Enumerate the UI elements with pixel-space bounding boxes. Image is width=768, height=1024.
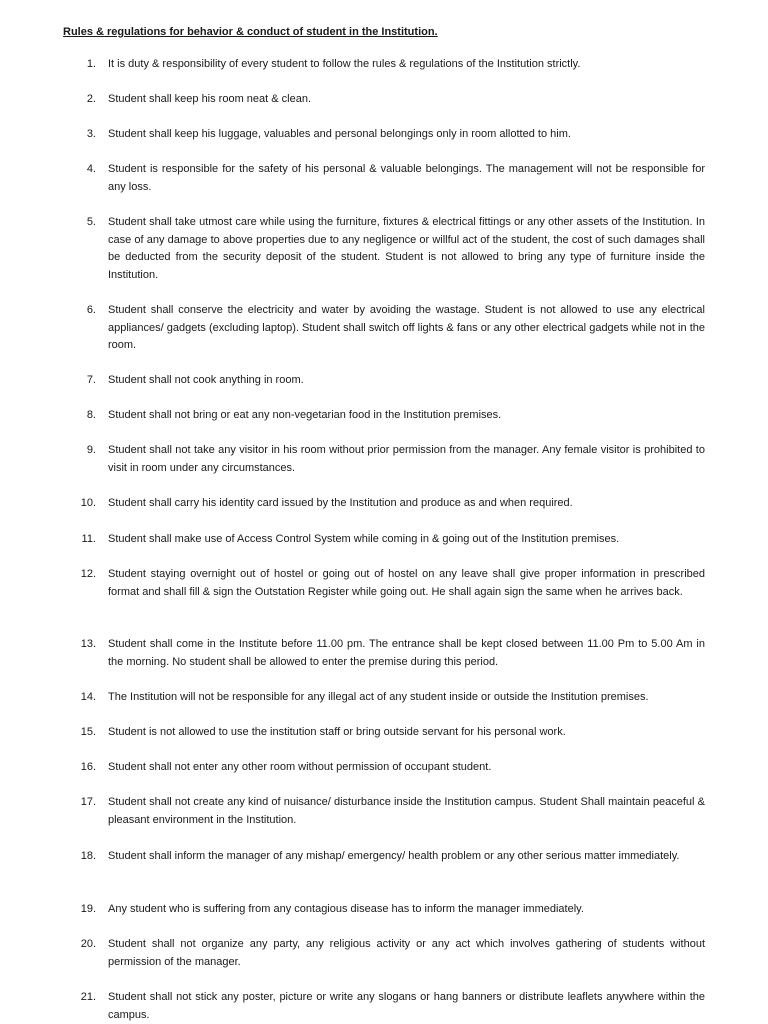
list-item-number: 11. xyxy=(81,533,96,545)
list-item-number: 13. xyxy=(80,638,96,650)
list-item-number: 9. xyxy=(86,444,96,456)
list-item-text: Student shall not take any visitor in his room without prior permission from the manager. Any female visitor is prohibited to visit in room under any circumstances. xyxy=(108,444,705,474)
list-item-number: 15. xyxy=(80,726,96,738)
list-item-text: Student shall not cook anything in room. xyxy=(108,374,304,386)
list-item-number: 3. xyxy=(86,128,96,140)
list-item-number: 21. xyxy=(80,991,96,1003)
list-item-number: 6. xyxy=(86,304,96,316)
list-item-number: 19. xyxy=(80,903,96,915)
list-item-text: Student staying overnight out of hostel or going out of hostel on any leave shall give proper information in prescribed format and shall fill & sign the Outstation Register while going out. He shall again sign the same when he arrives back. xyxy=(108,568,705,598)
list-item-number: 16. xyxy=(80,761,96,773)
list-item-text: Student shall keep his room neat & clean. xyxy=(108,93,312,105)
page-title: Rules & regulations for behavior & conduct of student in the Institution. xyxy=(63,26,438,38)
list-item-number: 7. xyxy=(86,374,96,386)
list-item-number: 4. xyxy=(86,163,96,175)
list-item-number: 18. xyxy=(80,850,96,862)
list-item-number: 20. xyxy=(80,938,96,950)
list-item-text: Student shall carry his identity card issued by the Institution and produce as and when required. xyxy=(108,497,573,509)
list-item-text: Student shall come in the Institute before 11.00 pm. The entrance shall be kept closed between 11.00 Pm to 5.00 Am in the morning. No student shall be allowed to enter the premise during this period. xyxy=(108,638,705,668)
list-item-text: Student shall not organize any party, any religious activity or any act which involves gathering of students without permission of the manager. xyxy=(108,938,705,968)
list-item-text: The Institution will not be responsible for any illegal act of any student inside or outside the Institution premises. xyxy=(108,691,649,703)
list-item-text: Student shall not create any kind of nuisance/ disturbance inside the Institution campus. Student Shall maintain peaceful & pleasant environment in the Institution. xyxy=(108,796,705,826)
list-item-text: Student shall not bring or eat any non-vegetarian food in the Institution premises. xyxy=(108,409,502,421)
list-item-text: Student shall keep his luggage, valuables and personal belongings only in room allotted to him. xyxy=(108,128,571,140)
list-item-number: 2. xyxy=(86,93,96,105)
list-item-text: Student shall inform the manager of any mishap/ emergency/ health problem or any other serious matter immediately. xyxy=(108,850,680,862)
list-item-text: Student is not allowed to use the institution staff or bring outside servant for his personal work. xyxy=(108,726,566,738)
list-item-number: 1. xyxy=(86,58,96,70)
list-item-text: Student shall take utmost care while using the furniture, fixtures & electrical fittings or any other assets of the Institution. In case of any damage to above properties due to any negligence or willful act of the student, the cost of such damages shall be deducted from the security deposit of the student. Student is not allowed to bring any type of furniture inside the Institution. xyxy=(108,216,705,281)
list-item-text: It is duty & responsibility of every student to follow the rules & regulations of the Institution strictly. xyxy=(108,58,581,70)
list-item-text: Any student who is suffering from any contagious disease has to inform the manager immediately. xyxy=(108,903,584,915)
list-item-number: 14. xyxy=(80,691,96,703)
list-item-text: Student shall conserve the electricity and water by avoiding the wastage. Student is not allowed to use any electrical appliances/ gadgets (excluding laptop). Student shall switch off lights & fans or any other electrical gadgets while not in the room. xyxy=(108,304,705,351)
list-item-number: 12. xyxy=(80,568,96,580)
list-item-text: Student is responsible for the safety of his personal & valuable belongings. The management will not be responsible for any loss. xyxy=(108,163,705,193)
list-item-text: Student shall not enter any other room without permission of occupant student. xyxy=(108,761,492,773)
list-item-number: 10. xyxy=(80,497,96,509)
list-item-number: 8. xyxy=(86,409,96,421)
list-item-text: Student shall not stick any poster, picture or write any slogans or hang banners or distribute leaflets anywhere within the campus. xyxy=(108,991,705,1021)
list-item-text: Student shall make use of Access Control System while coming in & going out of the Institution premises. xyxy=(108,533,620,545)
list-item-number: 17. xyxy=(80,796,96,808)
list-item-number: 5. xyxy=(86,216,96,228)
